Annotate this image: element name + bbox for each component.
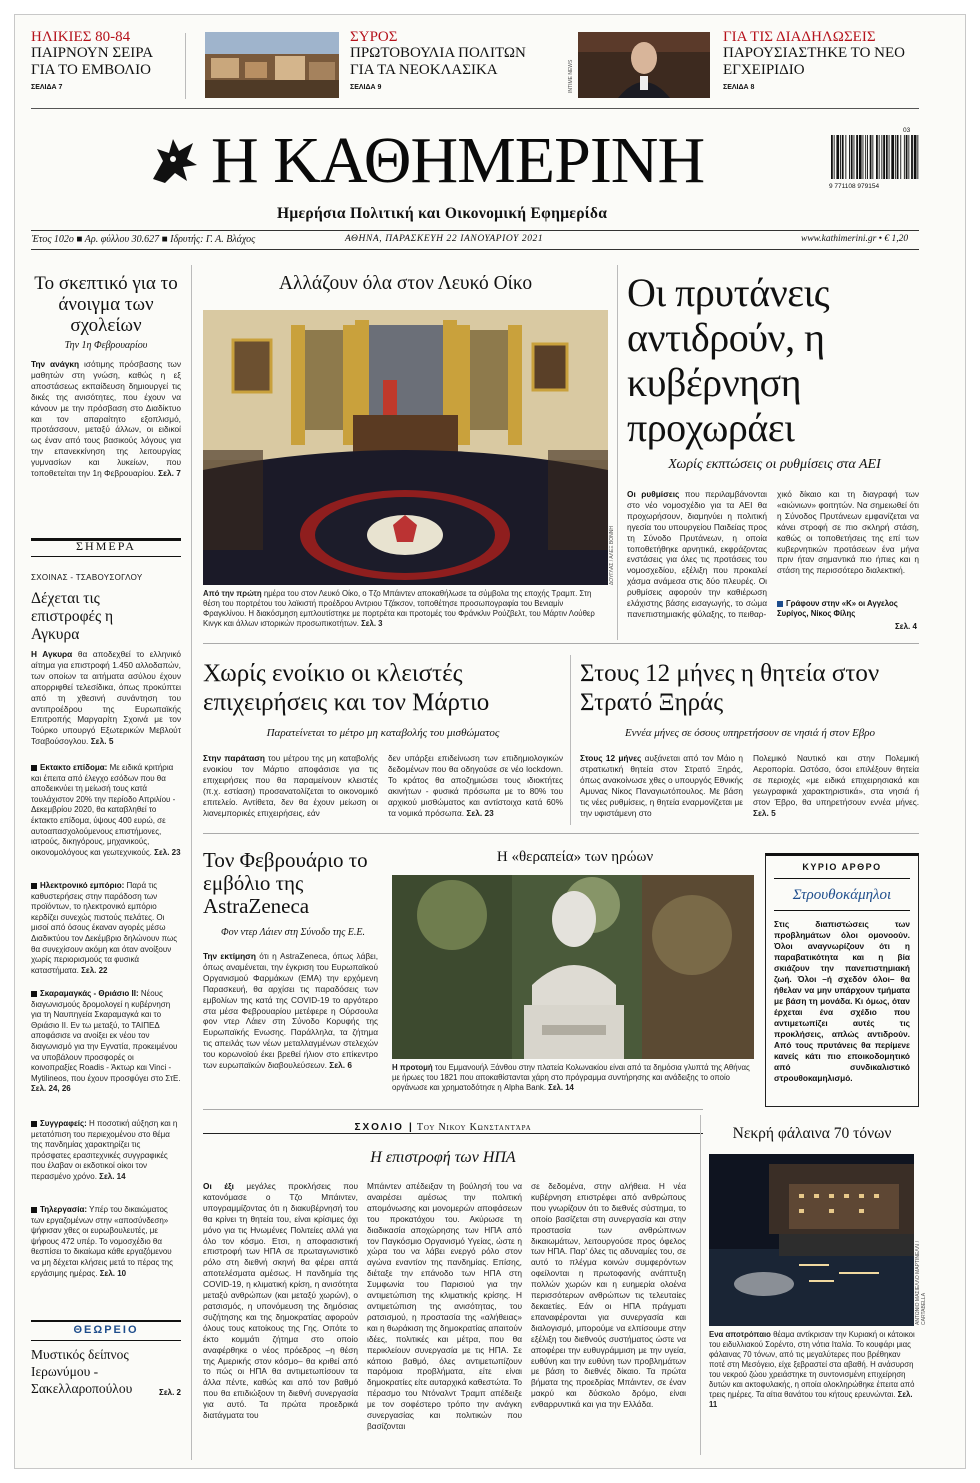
bullet-icon: [777, 601, 783, 607]
barcode-number: 9 771108 979154: [829, 183, 880, 190]
article-body: Την ανάγκη ισότιμης πρόσβασης των μαθητών στη γνώση, καθώς η εξ αποστάσεως εκπαίδευση δημιουργεί τις δικές της ανισότητες, που έχουν να κάνουν με την πρόσβαση στο Διαδίκτυο και τον απαραίτητο εξοπλισμό, προτάσσουν, μεταξύ άλλων, οι ειδικοί ως έναν από τους βασικούς λόγους για την επανεκκίνηση της λειτουργίας γυμνασίων και λυκείων, που τοποθετείται την 1η Φεβρουαρίου. Σελ. 7: [31, 359, 181, 479]
byline: ΣΧΟΙΝΑΣ - ΤΣΑΒΟΥΣΟΓΛΟΥ: [31, 573, 143, 582]
teaser-kicker: ΗΛΙΚΙΕΣ 80-84: [31, 29, 131, 45]
brief-item[interactable]: Εκτακτο επίδομα: Με ειδικά κριτήρια και έπειτα από έλεγχο εσόδων που θα αποδεικνύει τη μείωσή τους κατά τουλάχιστον 20% την περίοδο Απριλίου - Δεκεμβρίου 2020, θα καταβληθεί το έκτακτο επίδομα, ύψους 400 ευρώ, σε αυτοαπασχολούμενους επιστήμονες, ιατρούς, δικηγόρους, μηχανικούς, οικονομολόγους και γεωτεχνικούς. Σελ. 23: [31, 763, 181, 857]
comment-label: ΣΧΟΛΙΟ: [354, 1122, 404, 1133]
article-body-col1: Στους 12 μήνες αυξάνεται από τον Μάιο η στρατιωτική θητεία στον Στρατό Ξηράς, όπως ανακοίνωσε χθες ο υπουργός Εθνικής Αμυνας Νίκος Παναγιωτόπουλος. Με βάση τις νέες ρυθμίσεις, η θητεία εναρμονίζεται με την υφιστάμενη στο: [580, 753, 743, 818]
teaser-handbook-photo: [578, 32, 710, 98]
headline-white-house: Αλλάζουν όλα στον Λευκό Οίκο: [278, 273, 533, 294]
article-schoinas[interactable]: [31, 573, 181, 747]
divider: [185, 33, 186, 99]
teaser-kicker: ΓΙΑ ΤΙΣ ΔΙΑΔΗΛΩΣΕΙΣ: [723, 29, 876, 45]
teaser-syros[interactable]: [350, 29, 550, 99]
headline: Μυστικός δείπνος Ιερωνύμου - Σακελλαροπούλου: [31, 1347, 133, 1396]
teaser-title: ΠΑΙΡΝΟΥΝ ΣΕΙΡΑ ΓΙΑ ΤΟ ΕΜΒΟΛΙΟ: [31, 45, 153, 78]
headline-rectors: Οι πρυτάνεις αντιδρούν, η κυβέρνηση προχωράει: [627, 270, 830, 450]
subheadline-rent: Παρατείνεται το μέτρο μη καταβολής του μισθώματος: [266, 727, 500, 739]
teaser-title: ΠΑΡΟΥΣΙΑΣΤΗΚΕ ΤΟ ΝΕΟ ΕΓΧΕΙΡΙΔΙΟ: [723, 45, 905, 78]
teaser-page: ΣΕΛΙΔΑ 9: [350, 84, 382, 91]
editorial-label: ΚΥΡΙΟ ΑΡΘΡΟ: [802, 862, 882, 872]
editorial-title: Στρουθοκάμηλοι: [792, 887, 892, 903]
article-body-col1: Οι ρυθμίσεις που περιλαμβάνονται στο νέο νομοσχέδιο για τα ΑΕΙ θα προχωρήσουν, διαμηνύει η πολιτική ηγεσία του υπουργείου Παιδείας προς τη Σύνοδο Πρυτάνεων, η οποία τοποθετήθηκε αρνητικά, εκφράζοντας ενστάσεις για όλες τις προτάσεις του νομοσχεδίου, εξέλιξη που προκαλεί χάσμα ανάμεσα στις δύο πλευρές. Οι ρυθμίσεις αφορούν την καθιέρωση ελάχιστης βάσης εισαγωγής, το σώμα πανεπιστημιακής φύλαξης, το πειθαρ-: [627, 489, 767, 619]
divider: [31, 249, 919, 250]
divider: [31, 556, 181, 557]
divider: [203, 833, 919, 834]
editorial-body: Στις διαπιστώσεις των προβλημάτων όλοι ομονοούν. Όλοι αναγνωρίζουν ότι η παραβατικότητα και η βία σκιάζουν την πανεπιστημιακή ζωή. Όλοι –ή σχεδόν όλοι– θα ήθελαν να μην υπάρχουν τμήματα με βάση τη μονάδα. Κι όμως, όταν έρχεται ένα σχέδιο που αντιμετωπίζει αυτές τις προκλήσεις, απλώς αντιδρούν. Από τους πρυτάνεις θα περίμενε κανείς κάτι πιο εποικοδομητικό από συνδικαλιστικό στρουθοκαμηλισμό.: [774, 919, 910, 1083]
section-label-theoreio: ΘΕΩΡΕΙΟ: [73, 1324, 139, 1336]
photo-caption: Ενα αποτρόπαιο θέαμα αντίκρισαν την Κυριακή οι κάτοικοι του ειδυλλιακού Σορέντο, στη νότια Ιταλία. Το κουφάρι μιας φάλαινας 70 τόνων, από τις μεγαλύτερες που βρέθηκαν ποτέ στη Μεσόγειο, είχε ξεβραστεί στα αβαθή. Η ανάσυρση του νεκρού ζώου χρειάστηκε τη συντονισμένη επιχείρηση δυτών και ακτοφυλακής, η οποία ολοκληρώθηκε έπειτα από τρεις ημέρες. Τα αίτια θανάτου του κήτους ερευνώνται. Σελ. 11: [709, 1330, 915, 1409]
section-label-simera: ΣΗΜΕΡΑ: [76, 539, 136, 553]
newspaper-title: Η ΚΑΘΗΜΕΡΙΝΗ: [211, 124, 705, 197]
headline-vaccine: Τον Φεβρουάριο το εμβόλιο της AstraZeneca: [203, 848, 368, 918]
article-body-col2: δεν υπάρξει επιδείνωση των επιδημιολογικών δεδομένων που θα οδηγούσε σε νέο lockdown. Το κράτος θα αποζημιώσει τους ιδιοκτήτες ακινήτων - φυσικά πρόσωπα με το 80% του αρχικού μισθώματος και αντίστοιχα κατά 60% τα νομικά πρόσωπα. Σελ. 23: [388, 753, 563, 818]
comment-author: Του Νικου Κωνσταντάρα: [416, 1122, 532, 1133]
photo-caption: Η προτομή του Εμμανουήλ Ξάνθου στην πλατεία Κολωνακίου είναι από τα δημόσια γλυπτά της Αθήνας με ήρωες του 1821 που αποκαθίστανται χάρη στο πρόγραμμα συντήρησης και ανάδειξης το οποίο οργάνωσε και χρηματοδότησε η Alpha Bank. Σελ. 14: [392, 1063, 750, 1092]
divider: [31, 1320, 181, 1322]
headline-heroes: Η «θεραπεία» των ηρώων: [496, 849, 654, 865]
headline-comment: Η επιστροφή των ΗΠΑ: [370, 1149, 516, 1166]
headline-army: Στους 12 μήνες η θητεία στον Στρατό Ξηράς: [580, 660, 880, 716]
newspaper-subtitle: Ημερήσια Πολιτική και Οικονομική Εφημερίδα: [277, 205, 608, 222]
headline: Το σκεπτικό για το άνοιγμα των σχολείων: [34, 273, 178, 336]
divider: [203, 1133, 703, 1134]
article-body-col1: Στην παράταση του μέτρου της μη καταβολής ενοικίου τον Μάρτιο αποφάσισε για τις επιχειρήσεις που θα παραμείνουν κλειστές (π.χ. εστίαση) προσανατολίζεται το οικονομικό επιτελείο. Αντίθετα, δεν θα έχουν μείωση οι λιανεμπορικές επιχειρήσεις, εάν: [203, 753, 378, 818]
subheadline: Την 1η Φεβρουαρίου: [64, 340, 148, 351]
bullet-icon: [31, 765, 37, 771]
photo-credit: ΙΝΤΙΜΕ ΝΕWS: [568, 59, 574, 93]
teaser-vaccine[interactable]: [31, 29, 181, 99]
barcode: [829, 135, 921, 189]
bullet-icon: [31, 883, 37, 889]
teaser-handbook[interactable]: [723, 29, 913, 99]
subheadline-army: Εννέα μήνες σε όσους υπηρετήσουν σε νησιά ή στον Εβρο: [624, 727, 876, 739]
brief-item[interactable]: Συγγραφείς: Η ποσοτική αύξηση και η μετατόπιση του περιεχομένου στο θέμα της πανδημίας χαρακτηρίζει τις πρόσφατες ερασιτεχνικές συγγραφικές που έλαβαν οι εκδοτικοί οίκοι τον περασμένο χρόνο. Σελ. 14: [31, 1119, 178, 1181]
briefs-list: [31, 763, 181, 1318]
article-schools[interactable]: [31, 273, 181, 509]
issue-info: Έτος 102ο ■ Αρ. φύλλου 30.627 ■ Ιδρυτής: Γ. Α. Βλάχος: [32, 234, 256, 245]
issue-date: ΑΘΗΝΑ, ΠΑΡΑΣΚΕΥΗ 22 ΙΑΝΟΥΑΡΙΟΥ 2021: [345, 234, 544, 244]
teaser-page: ΣΕΛΙΔΑ 8: [723, 84, 755, 91]
subheadline-vaccine: Φον ντερ Λάιεν στη Σύνοδο της Ε.Ε.: [221, 927, 365, 938]
page-ref: Σελ. 2: [159, 1388, 181, 1397]
subheadline-rectors: Χωρίς εκπτώσεις οι ρυθμίσεις στα ΑΕΙ: [668, 457, 881, 472]
brief-item[interactable]: Σκαραμαγκάς - Θριάσιο ΙΙ: Νέους διαγωνισμούς δρομολογεί η κυβέρνηση για τη Ναυπηγεία Σκαραμαγκά και το Θριάσιο ΙΙ. Εν τω μεταξύ, το ΤΑΙΠΕΔ αποφάσισε να ανοίξει εκ νέου τον διαγωνισμό για την Εγνατία, προκειμένου να υποβάλουν προσφορές οι κοινοπραξίες Roadis - Άκτωρ και Vinci - Mytilineos, που έχουν προσφύγει στο ΣτΕ. Σελ. 24, 26: [31, 989, 181, 1094]
divider: [31, 1340, 181, 1341]
comment-body-col2: Μπάιντεν απέδειξαν τη βούλησή του να αναιρέσει αμέσως την πολιτική απομόνωσης και μονομερών αποφάσεων του προκατόχου του. Ακύρωσε τη διαδικασία αποχώρησης των ΗΠΑ από τον Παγκόσμιο Οργανισμό Υγείας, ώστε η χώρα του να λάβει ενεργό ρόλο στον αγώνα εναντίον της πανδημίας. Επίσης, διέταξε την επάνοδο των ΗΠΑ στη Συμφωνία του Παρισιού για την αντιμετώπιση της κλιματικής κρίσης. Η αντιμετώπιση της ανισότητας, του ρατσισμού, η προστασία της «αλήθειας» και η θωράκιση της δημοκρατίας απαιτούν ιδέες, πολιτικές και μέτρα, που θα περικλείουν συνεργασία με τις ΗΠΑ. Σε κάποιο βαθμό, όλες αντιμετωπίζουν παρόμοια προβλήματα, είτε είναι δημοκρατίες είτε αυταρχικά καθεστώτα. Το πέρασμο του Ντόναλντ Τραμπ απέδειξε με τον σοφέστερο τρόπο την ανάγκη συνεργασίας και πολιτικών που βασίζονται: [367, 1181, 522, 1431]
headline-whale: Νεκρή φάλαινα 70 τόνων: [732, 1125, 892, 1142]
brief-item[interactable]: Ηλεκτρονικό εμπόριο: Παρά τις καθυστερήσεις στην παράδοση των προϊόντων, το ηλεκτρονικό εμπόριο κερδίζει συνεχώς πιστούς πελάτες. Οι μισοί από όσους έκαναν αγορές μέσω Διαδικτύου τον Δεκέμβριο δηλώνουν πως θα συνεχίσουν ακόμη και όταν ανοίξουν χωρίς περιορισμούς τα φυσικά καταστήματα. Σελ. 22: [31, 881, 178, 975]
page-ref: Σελ. 4: [895, 622, 917, 631]
newspaper-front-page: [14, 14, 966, 1469]
teaser-kicker: ΣΥΡΟΣ: [350, 29, 398, 45]
teaser-title: ΠΡΩΤΟΒΟΥΛΙΑ ΠΟΛΙΤΩΝ ΓΙΑ ΤΑ ΝΕΟΚΛΑΣΙΚΑ: [350, 45, 526, 78]
bullet-icon: [31, 991, 37, 997]
article-body: Την εκτίμηση ότι η AstraZeneca, όπως λάβει, όπως αναμένεται, την έγκριση του Ευρωπαϊκού Οργανισμού Φαρμάκων (ΕΜΑ) την ερχόμενη Παρασκευή, θα αρχίσει τις παραδόσεις των εμβολίων της κατά της COVID-19 το αργότερο στα μέσα Φεβρουαρίου μετέφερε η Ούρσουλα φον ντερ Λάιεν στη Σύνοδο Κορυφής της Ευρωπαϊκής Ενωσης. Παράλληλα, τα ζήτημα τις απειλάς των νέων μεταλλαγμένων στελεχών του κορωνοϊού έκει βρεθεί ήλιον στο επίκεντρο των ευρωπαϊκών διαβουλεύσεων. Σελ. 6: [203, 951, 378, 1071]
article-theoreio[interactable]: [31, 1346, 181, 1397]
headline: Δέχεται τις επιστροφές η Αγκυρα: [31, 590, 114, 643]
photo-credit: ΔΟΥΓΛΑΣ / ΑΛΕΞ ΒΟΝΝΗ: [609, 526, 615, 585]
bullet-icon: [31, 1207, 37, 1213]
divider: [203, 1109, 703, 1110]
column-divider: [700, 1115, 701, 1455]
article-body: Η Αγκυρα θα αποδεχθεί το ελληνικό αίτημα για επιστροφή 1.450 αλλοδαπών, των οποίων τα αιτήματα ασύλου έχουν απορριφθεί τελεσίδικα, όπως προκύπτει από τη χθεσινή συνάντηση του αντιπροέδρου της Ευρωπαϊκής Επιτροπής Μαργαρίτη Σχοινά με τον Τούρκο υπουργό Εξωτερικών Μεβλούτ Τσαβούσογλου. Σελ. 5: [31, 649, 181, 747]
article-body-col2: Πολεμικό Ναυτικό και στην Πολεμική Αεροπορία. Ωστόσο, όσοι επιλέξουν θητεία σε περιοχές «με ειδικά επιχειρησιακά και γεωγραφικά χαρακτηριστικά», στα νησιά ή στον Έβρο, θα υπηρετήσουν εννέα μήνες. Σελ. 5: [753, 753, 919, 818]
bullet-icon: [31, 1121, 37, 1127]
comment-header: ΣΧΟΛΙΟ | Του Νικου Κωνσταντάρα: [354, 1122, 532, 1133]
editorial-box[interactable]: [765, 853, 919, 1107]
barcode-issue: 03: [903, 127, 911, 134]
divider: [203, 643, 919, 644]
headline-rent: Χωρίς ενοίκιο οι κλειστές επιχειρήσεις και τον Μάρτιο: [203, 660, 490, 716]
bust-statue-photo: [392, 875, 754, 1059]
photo-credit: ΑΝΤΩΝΙΟ ΜΑΣΙΕΛΛΟ ΜΑΡΤΙΝΕΛΛΙ / CARTABELLA: [915, 1240, 927, 1325]
griffin-logo-icon: [143, 131, 203, 191]
teaser-page: ΣΕΛΙΔΑ 7: [31, 84, 63, 91]
column-divider: [617, 265, 618, 640]
comment-body-col3: σε δεδομένα, στην αλήθεια. Η νέα κυβέρνηση επιστρέφει από ανθρώπους που γνωρίζουν ότι το διεθνές σύστημα, το οποίο βασίζεται στη συνεργασία και στην προστασία των ανθρώπινων δικαιωμάτων, λειτουργούσε προς όφελος των ΗΠΑ. Παρ' όλες τις αδυναμίες του, σε αυτό το πλέγμα κοινών συμφερόντων οφείλονται η πρωτοφανής ανάπτυξη πολλών χωρών και η ευημερία ολοένα περισσότερων ανθρώπων τις τελευταίες δεκαετίες. Εάν οι ΗΠΑ πράγματι επαναφέρονται για συνεργασία και διαλογισμό, μπορούμε να ελπίσουμε στην εξέλιξη του διεθνούς συστήματος ώστε να αποφέρει την ευθυγράμμιση με την υγεία, ευθύνη και την ευθύνη των προβλημάτων με βάση το διεθνές δίκαιο. Τα πρώτα βήματα της προεδρίας Μπάιντεν, σε έναν μακρύ και δύσκολο δρόμο, είναι ενθαρρυντικά και για την Ελλάδα.: [531, 1181, 686, 1410]
article-body-col2: χικό δίκαιο και τη διαγραφή των «αιώνιων» φοιτητών. Να σημειωθεί ότι η Σύνοδος Πρυτάνεων εμφανίζεται να κάνει στροφή σε πιο σκληρή στάση, καθώς οι τοποθετήσεις της επί των κυβερνητικών προτάσεων ένα μήνα πριν ήταν σημαντικά πιο ήπιες και η στάση της περισσότερο διαλεκτική.: [777, 489, 919, 576]
divider: [31, 108, 919, 109]
column-divider: [191, 265, 192, 1460]
whale-photo: [709, 1154, 914, 1326]
divider: [31, 230, 919, 231]
rectors-byline: Γράφουν στην «Κ» οι Αγγελος Συρίγος, Νίκος Φίλης: [777, 599, 898, 618]
brief-item[interactable]: Τηλεργασία: Υπέρ του δικαιώματος των εργαζομένων στην «αποσύνδεση» ψήφισαν χθες οι ευρωβουλευτές, με ψήφους 472 υπέρ. Το νομοσχέδιο θα θεσπίσει το δικαίωμα κάθε εργαζόμενου να μη δέχεται κλήσεις μετά το πέρας της εργάσιμης ημέρας. Σελ. 10: [31, 1205, 173, 1278]
photo-caption: Από την πρώτη ημέρα του στον Λευκό Οίκο, ο Τζο Μπάιντεν αποκαθήλωσε τα σύμβολα της εποχής Τραμπ. Στη θέση του πορτρέτου του λαϊκιστή προέδρου Αντριου Τζάκσον, τοποθέτησε προσωπογραφία του Βενιαμίν Φραγκλίνου. Η διακόσμηση εμπλουτίστηκε με πορτρέτα και προτομές του Φράνκλιν Ρούζβελτ, του Μάρτιν Λούθερ Κινγκ και άλλων ιστορικών προσωπικοτήτων. Σελ. 3: [203, 589, 595, 628]
teaser-syros-photo: [205, 32, 339, 98]
website-price: www.kathimerini.gr • € 1,20: [801, 234, 909, 244]
comment-body-col1: Οι έξι μεγάλες προκλήσεις που κατονόμασε ο Τζο Μπάιντεν, υπογραμμίζοντας ότι η διακυβέρνησή του θα κρίνει τη θητεία του, είναι κρίσιμες όχι μόνο για τις Ηνωμένες Πολιτείες αλλά για όλο τον κόσμο. Ετσι, η αποφασιστική επιστροφή των ΗΠΑ σε πρωταγωνιστικό ρόλο στη διεθνή σκηνή θα φέρει απτά αποτελέσματα αμέσως. Η πανδημία της COVID-19, η κλιματική κρίση, η ανισότητα μεταξύ ανθρώπων (και μεταξύ χωρών), ο ρατσισμός, η υπονόμευση της δημόσιας συζήτησης και της δημοκρατίας αφορούν όλους τους κατοίκους της Γης. Οπότε το έκτο κομμάτι ζήτημα στο οποίο αναφέρθηκε ο νέος πρόεδρος –η θέση της Αμερικής στον κόσμο– θα κριθεί από το πώς οι ΗΠΑ θα αντιμετωπίσουν τα άλλα πέντε, καθώς και από τον βαθμό που θα επιδιώξουν τη διεθνή συνεργασία για αυτό. Τα πρώτα προεδρικά διατάγματα του: [203, 1181, 358, 1421]
oval-office-photo: [203, 310, 608, 585]
column-divider: [570, 655, 571, 825]
